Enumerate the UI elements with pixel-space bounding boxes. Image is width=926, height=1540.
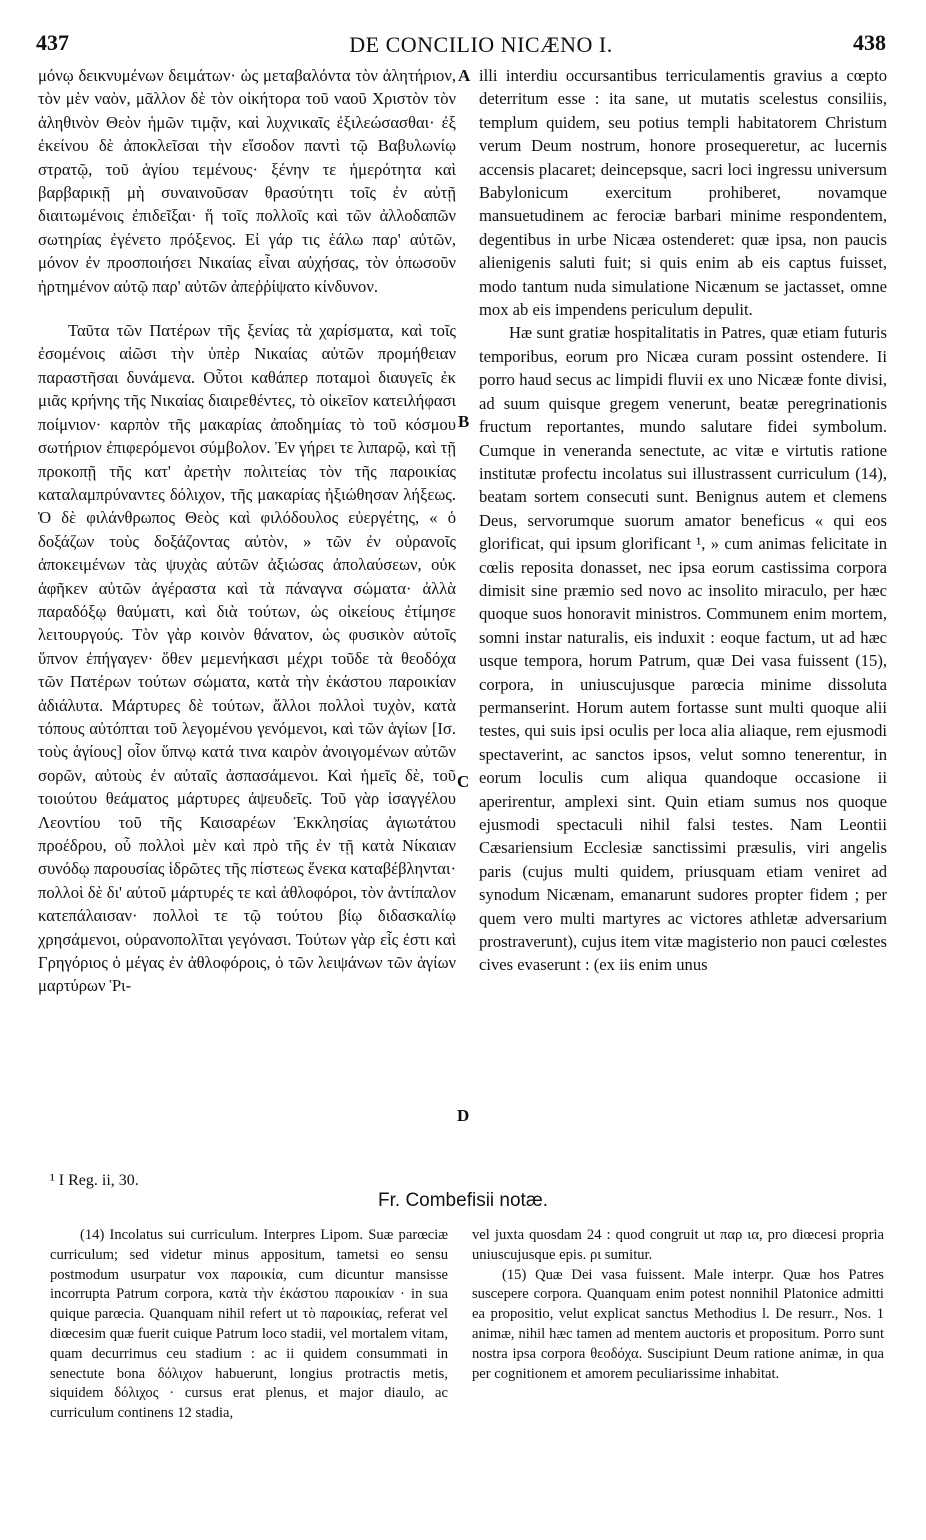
margin-marker-c: C [457,772,470,791]
notes-title: Fr. Combefisii notæ. [378,1190,548,1211]
running-title: DE CONCILIO NICÆNO I. [349,32,613,57]
page-header [36,30,886,64]
greek-paragraph-1: μόνῳ δεικνυμένων δειμάτων· ὡς μεταβαλόντα τὸν ἀλητήριον, τὸν μὲν ναὸν, μᾶλλον δὲ τὸν οἰκήτορα τοῦ ναοῦ Χριστὸν τὸν ἀληθινὸν Θεὸν ἡμῶν τιμᾷν, καὶ λυχνικαῖς ἐξιλεώσασθαι· ἐξ ἐκείνου δὲ ἀποκλεῖσαι τὴν εἴσοδον παντὶ τῷ Βαβυλωνίῳ στρατῷ, τοῦ ἁγίου τεμένους· ξένην τε ἡμερότητα καὶ βαρβαρικῇ μὴ συναινοῦσαν θρασύτητι τοῖς ἐν αὐτῇ διαιτωμένοις ἐπιδεῖξαι· ἥ τοῖς πολλοῖς καὶ τῶν ἀλλοδαπῶν σωτηρίας ἐγένετο πρόξενος. Εἰ γάρ τις ἑάλω παρ' αὐτῶν, μόνον ἐν προσποιήσει Νικαίας εἶναι αὐχήσας, τὸν ὁπωσοῦν ἠρτημένον αὐτῷ παρ' αὐτῶν ἀπεῤῥίψατο κίνδυνον. [38,66,456,296]
margin-marker-d: D [457,1106,470,1125]
footnote-reference: ¹ I Reg. ii, 30. [50,1172,139,1189]
note-15: (15) Quæ Dei vasa fuissent. Male interpr. Quæ hos Patres suscepere corpora. Quanquam enim potest nonnihil Platonice admitti ea propositio, velut explicat sanctus Methodius l. De resurr., Nos. 1 animæ, nihil hæc tamen ad mentem auctoris et propositum. Porro sunt nostra ipsa corpora θεοδόχα. Suscipiunt Deum ratione animæ, in qua per cognitionem et amorem peculiarissime inhabitat. [472,1266,884,1382]
latin-column [479,64,887,977]
notes-left-column [50,1226,448,1424]
notes-right-column [472,1226,884,1384]
page-number-left: 437 [36,30,69,55]
paragraph-gap [38,298,456,319]
note-14-continued: vel juxta quosdam 24 : quod congruit ut παρ ια, pro diœcesi propria uniuscujusque epis. ρι sumitur. [472,1227,884,1263]
page-number-right: 438 [853,30,886,55]
note-14: (14) Incolatus sui curriculum. Interpres Lipom. Suæ parœciæ curriculum; sed videtur minus appositum, tametsi eo sensu postmodum usurpatur vox παροικία, cum dicuntur mansisse incorrupta Patrum corpora, κατὰ τὴν ἑκάστου παροικίαν · in sua quique parœcia. Quanquam nihil refert ut τὸ παροικίας, referat vel diœcesim quæ fuerit cuique Patrum loco stadii, vel mortalem vitam, quam decurrimus ceu stadium : ac ii quidem consummati in senectute bona δόλιχον habuerunt, longius protractis metis, siquidem δόλιχος · cursus erat plenus, et major diaulo, ac curriculum continens 12 stadia, [50,1227,448,1422]
latin-paragraph-1: illi interdiu occursantibus terriculamentis gravius a cœpto deterritum esse : ita sane, ut mutatis scelestus consiliis, templum quidem, seu potius templi habitatorem Christum verum Deum nostrum, honore prosequeretur, ac lucernis accensis placaret; deincepsque, sacri loci ingressu universum Babylonicum exercitum prohiberet, novamque mansuetudinem ac ferociæ barbari minime respondentem, degentibus in urbe Nicæa ostenderet: quæ ipsa, non paucis alienigenis saluti fuit; si quis enim ab eis captus fuisset, modo tantum nuda simulatione Nicænum se jactasset, omne mox ab eis impendens periculum depulit. [479,66,887,320]
margin-marker-a: A [458,66,471,85]
margin-marker-b: B [458,412,470,431]
greek-paragraph-2: Ταῦτα τῶν Πατέρων τῆς ξενίας τὰ χαρίσματα, καὶ τοῖς ἐσομένοις αἰῶσι τὴν ὑπὲρ Νικαίας αὐτῶν προμήθειαν παραστῆσαι δυνάμενα. Οὗτοι καθάπερ ποταμοὶ διαυγεῖς ἐκ μιᾶς κρήνης τῆς Νικαίας διαιρεθέντες, τὸ οἰκεῖον κατειλήφασι ποίμνιον· καρπὸν τῆς μακαρίας ἀποδημίας τὸ τοῦ κόσμου σωτήριον ἐπιφερόμενοι σύμβολον. Ἐν γήρει τε λιπαρῷ, καὶ τῇ προκοπῇ τῆς κατ' ἀρετὴν πολιτείας τὸν τῆς παροικίας καταλαμπρύναντες δόλιχον, τῆς μακαρίας ἠξιώθησαν λήξεως. Ὁ δὲ φιλάνθρωπος Θεὸς καὶ φιλόδουλος εὐεργέτης, « ὁ δοξάζων τοὺς δοξάζοντας αὐτὸν, » τῶν ἐν οὐρανοῖς ἀποκειμένων τὰς ψυχὰς αὐτῶν ἀξιώσας ἀπολαύσεων, οὐκ ἀφῆκεν αὐτῶν ἀγέραστα καὶ τὰ πάναγνα σώματα· ἀλλὰ παραδόξῳ θαύματι, καὶ διὰ τούτων, ὡς οἰκείους ἐτίμησε λειτουργούς. Τὸν γὰρ κοινὸν θάνατον, ὡς φυσικὸν αὐτοῖς ὕπνον ἐπήγαγεν· ὅθεν μεμενήκασι μέχρι τοῦδε τὰ θεοδόχα τῶν Πατέρων τούτων σώματα, κατὰ τὴν ἑκάστου παροικίαν ἀδιάλυτα. Μάρτυρες δὲ τούτων, ἄλλοι πολλοὶ τυχὸν, κατὰ τόπους αὐτόπται τοῦ λεγομένου γενόμενοι, καὶ τῶν ἁγίων [Ισ. τοὺς ἁγίους] οἷον ὕπνῳ κατά τινα καιρὸν ἀνοιγομένων αὐτῶν σορῶν, αὐτοὺς ἐν αὐταῖς ἀσπασάμενοι. Καὶ ἡμεῖς δὲ, τοῦ τοιούτου θεάματος μάρτυρες ἀψευδεῖς. Τοῦ γὰρ ἰσαγγέλου Λεοντίου τοῦ τῆς Καισαρέων Ἐκκλησίας ἁγιωτάτου προέδρου, οὗ πολλοὶ μὲν καὶ πρὸ τῆς ἐν τῇ κατὰ Νίκαιαν συνόδῳ παρουσίας ἱδρῶτες τῆς πίστεως ἕνεκα καταβέβληνται· πολλοὶ δὲ δι' αὐτοῦ μάρτυρές τε καὶ ἀθλοφόροι, τὸν ἀντίπαλον κατεπάλαισαν· πολλοὶ τε τῷ τούτου βίῳ διδασκαλίῳ χρησάμενοι, οὐρανοπολῖται γεγόνασι. Τούτων γὰρ εἷς ἐστι καὶ Γρηγόριος ὁ μέγας ἐν ἀθλοφόροις, ὁ τῶν λειψάνων τῶν ἁγίων μαρτύρων Ῥι- [38,321,456,996]
latin-paragraph-2: Hæ sunt gratiæ hospitalitatis in Patres, quæ etiam futuris temporibus, eorum pro Nicæa curam possint ostendere. Ii porro haud secus ac limpidi fluvii ex uno Nicææ fonte divisi, ad suum quisque gregem venerunt, beatæ peregrinationis fructum reportantes, mundo salutare fidei symbolum. Cumque in veneranda senectute, ac vitæ e virtutis ratione institutæ profectu incolatus sui illustrassent curriculum (14), beatam sortem consecuti sunt. Benignus autem et clemens Deus, servorumque suorum amator beneficus « qui eos glorificat, qui ipsum glorificant ¹, » cum animas felicitate in cœlis reposita donasset, nec ipsa eorum castissima corpora dimisit sine præmio sed novo ac insolito miraculo, per hæc quoque suos honoravit ministros. Communem enim mortem, somni instar naturalis, eis induxit : eoque factum, ut ad hæc usque tempora, horum Patrum, quæ Dei vasa fuissent (15), corpora, in uniuscujusque parœcia minime dissoluta permanserint. Horum autem fortasse sunt multi quoque alii testes, qui suis ipsi oculis per loca alia aliaque, rem ejusmodi spectaverint, ac sanctos ipsos, velut somno tenerentur, in eorum loculis cum aliqua quandoque occasione ii aperirentur, amplexi sint. Quin etiam sumus nos quoque ejusmodi spectaculi nihil falsi testes. Nam Leontii Cæsariensium Ecclesiæ sanctissimi præsulis, viri angelis paris (cujus multi quidem, priusquam etiam veniret ad synodum Nicænam, emanarunt sudores propter fidem ; per quem vero multi martyres ac victores athletæ adversarium prostraverunt), cujus item vitæ magisterio non pauci cœlestes cives evaserunt : (ex iis enim unus [479,323,887,975]
greek-column [38,64,456,998]
